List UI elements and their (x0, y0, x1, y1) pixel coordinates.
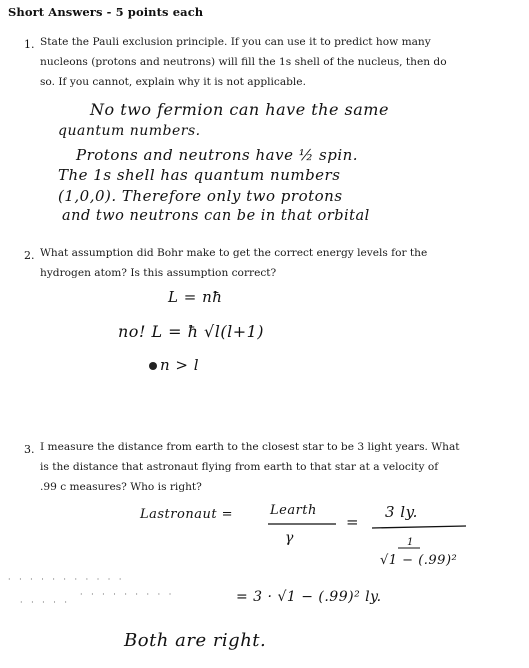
answer-3-frac2-root: √1 − (.99)² (380, 553, 458, 568)
question-1-line: nucleons (protons and neutrons) will fill the 1s shell of the nucleus, then do (40, 56, 447, 68)
answer-3-frac2-numerator: 3 ly. (385, 503, 418, 521)
answer-1-line: and two neutrons can be in that orbital (62, 208, 370, 224)
question-3-number: 3. (24, 443, 35, 456)
section-header: Short Answers - 5 points each (8, 5, 204, 19)
scan-artifact: · · · · · · · · · · · (8, 575, 125, 584)
answer-1-line: (1,0,0). Therefore only two protons (58, 187, 343, 205)
question-2-number: 2. (24, 249, 35, 262)
question-3-line: I measure the distance from earth to the closest star to be 3 light years. What (40, 441, 460, 453)
question-2-line: hydrogen atom? Is this assumption correct? (40, 267, 277, 279)
question-1-line: so. If you cannot, explain why it is not applicable. (40, 76, 306, 88)
answer-3-equals: = (346, 513, 360, 531)
answer-2-line: L = nħ (168, 288, 223, 306)
answer-3-frac1-numerator: Learth (270, 503, 317, 518)
answer-2-line: no! L = ħ √l(l+1) (118, 322, 265, 341)
scan-artifact: · · · · · · · · · (80, 590, 175, 599)
question-3-line: is the distance that astronaut flying from earth to that star at a velocity of (40, 461, 439, 473)
answer-3-line-2: = 3 · √1 − (.99)² ly. (236, 589, 382, 605)
answer-3-frac2-inner-numerator: 1 (407, 537, 414, 548)
question-2-line: What assumption did Bohr make to get the correct energy levels for the (40, 247, 428, 259)
question-1-line: State the Pauli exclusion principle. If you can use it to predict how many (40, 36, 431, 48)
scan-artifact: · · · · · (20, 598, 70, 607)
question-1-number: 1. (24, 38, 35, 51)
question-3-line: .99 c measures? Who is right? (40, 481, 202, 493)
answer-3-frac1-denominator: γ (285, 530, 294, 546)
answer-2-line: n > l (160, 356, 200, 374)
answer-1-line: The 1s shell has quantum numbers (58, 166, 341, 184)
answer-1-line: Protons and neutrons have ½ spin. (76, 146, 359, 164)
answer-3-conclusion: Both are right. (124, 630, 267, 651)
answer-1-line: quantum numbers. (58, 123, 201, 139)
answer-3-lhs: Lastronaut = (140, 507, 234, 522)
answer-1-line: No two fermion can have the same (90, 100, 389, 119)
